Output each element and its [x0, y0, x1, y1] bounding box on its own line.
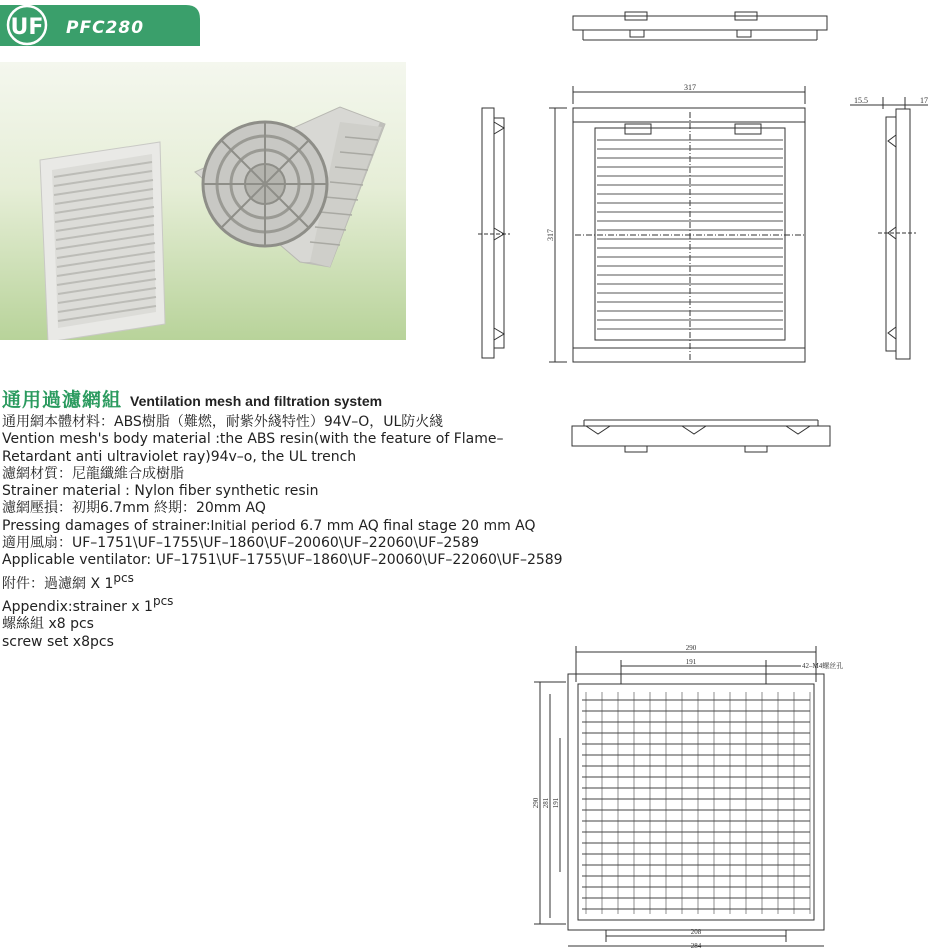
spec-fan-en: Applicable ventilator: UF–1751\UF–1755\UF–1860\UF–20060\UF–22060\UF–2589 — [2, 552, 563, 569]
model-name: PFC280 — [66, 18, 145, 38]
section-title — [2, 385, 382, 412]
spec-strainer-zh: 濾網材質：尼龍纖維合成樹脂 — [2, 465, 184, 482]
dim-front-height: 317 — [546, 229, 555, 241]
spec-strainer-en: Strainer material : Nylon fiber synthetic resin — [2, 483, 319, 500]
spec-pressure-en: Pressing damages of strainer:Initial period 6.7 mm AQ final stage 20 mm AQ — [2, 517, 536, 534]
dim-front-width: 317 — [684, 83, 696, 92]
brand-badge — [0, 0, 200, 46]
title-english: Ventilation mesh and filtration system — [130, 393, 383, 409]
dim-rear-mid-height: 281 — [542, 797, 550, 809]
dim-rear-inner-height: 191 — [552, 797, 560, 809]
title-chinese: 通用過濾網組 — [2, 389, 123, 411]
spec-appendix-en: Appendix:strainer x 1pcs — [2, 593, 174, 615]
dim-side-a: 15.5 — [854, 96, 868, 105]
dim-rear-inner-width: 191 — [685, 658, 697, 666]
product-photo — [0, 62, 406, 340]
dim-rear-hole-note: 42–M4螺丝孔 — [802, 662, 844, 670]
rear-view-drawing — [526, 642, 856, 950]
dim-rear-outer-height: 290 — [532, 797, 540, 809]
spec-screw-en: screw set x8pcs — [2, 633, 114, 650]
bottom-view-drawing — [570, 412, 832, 456]
spec-material-en-1: Vention mesh's body material :the ABS resin(with the feature of Flame– — [2, 431, 504, 448]
left-side-drawing — [478, 104, 510, 362]
brand-logo: UF — [10, 15, 44, 40]
dim-rear-outer-width: 290 — [685, 644, 697, 652]
filter-grille-image — [40, 142, 165, 340]
spec-list — [2, 414, 642, 651]
spec-material-en-2: Retardant anti ultraviolet ray)94v–o, the UL trench — [2, 448, 357, 465]
right-side-drawing — [850, 95, 928, 363]
dim-rear-bottom-inner: 208 — [690, 928, 702, 936]
fan-unit-image — [195, 107, 385, 267]
spec-appendix-zh: 附件：過濾網 X 1pcs — [2, 570, 134, 592]
spec-pressure-zh: 濾網壓損：初期6.7mm 終期：20mm AQ — [2, 500, 266, 517]
dim-side-b: 17 — [920, 96, 928, 105]
spec-screw-zh: 螺絲組 x8 pcs — [2, 616, 94, 633]
spec-fan-zh: 適用風扇：UF–1751\UF–1755\UF–1860\UF–20060\UF–22060\UF–2589 — [2, 535, 479, 552]
front-view-drawing — [545, 82, 835, 368]
top-view-drawing — [570, 8, 830, 44]
spec-material-zh: 通用網本體材料：ABS樹脂（難燃，耐紫外綫特性）94V–O，UL防火綫 — [2, 414, 444, 430]
dim-rear-bottom-outer: 284 — [690, 942, 702, 950]
